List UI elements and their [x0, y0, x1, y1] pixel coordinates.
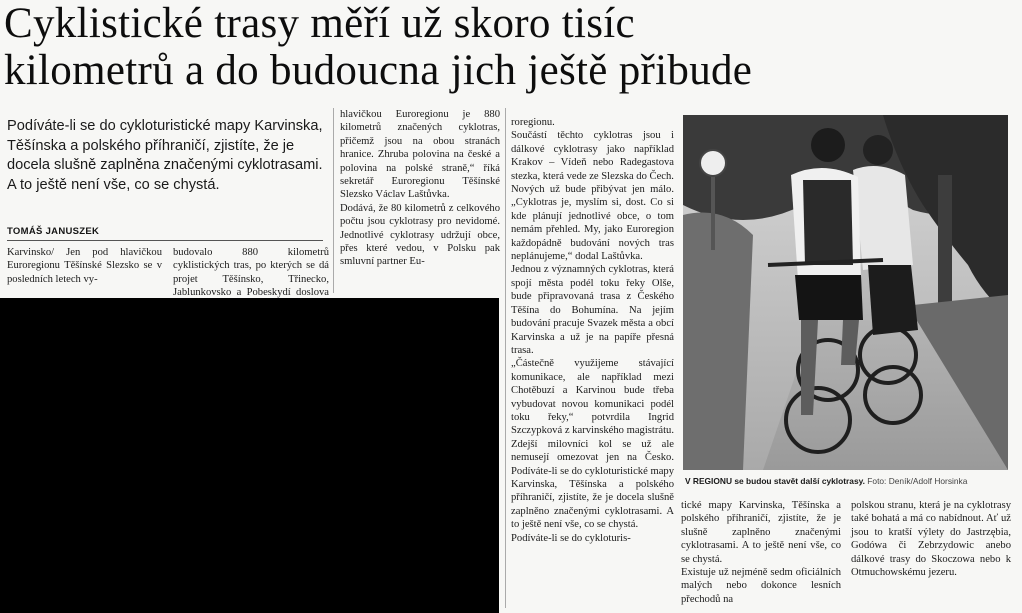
headline-line-1: Cyklistické trasy měří už skoro tisíc: [4, 0, 635, 47]
photo-credit: Foto: Deník/Adolf Horsinka: [867, 476, 968, 486]
cyclists-photo: [683, 115, 1008, 470]
headline-line-2: kilometrů a do budoucna jich ještě přibude: [4, 47, 753, 94]
byline: TOMÁŠ JANUSZEK: [7, 226, 323, 241]
column-divider: [505, 108, 506, 608]
headline: [4, 0, 1020, 94]
article-column-3: hlavičkou Euroregionu je 880 kilometrů značených cyklotras, přičemž jsou na obou stranách hranice. Zhruba polovina na české a polovina na polské straně,“ říká sekretář Euroregionu Těšínské Slezsko Václav Laštůvka. Dodává, že 80 kilometrů z celkového počtu jsou cyklotrasy pro nevidomé. Jednotlivé cyklotrasy udržují obce, přes které vedou, v Polsku pak smluvní partner Eu-: [340, 109, 500, 268]
photo-illustration: [683, 115, 1008, 470]
article-column-4: roregionu. Součástí těchto cyklotras jsou i dálkové cyklotrasy jako například Krakov – Vídeň nebo Radegastova stezka, která vede ze Slezska do Čech. Nových už bude přibývat jen málo. „Cyklotras je, myslím si, dost. Co si kde plánují jednotlivé obce, o tom nemám přehled. My, jako Euroregion každopádně budování nových tras neplánujeme,“ dodal Laštůvka. Jednou z významných cyklotras, která spojí města podél toku řeky Olše, bude připravovaná trasa z Českého Těšína do Bohumína. Na jejím budování pracuje Svazek města a obcí Karvinska a už je na papíře přesná trasa. „Částečně využijeme stávající komunikace, ale například mezi Chotěbuzí a Karvinou bude třeba vybudovat novou komunikaci podél toku řeky,“ potvrdila Ingrid Szczypková z karvinského magistrátu. Zdejší milovníci kol se už ale nemusejí omezovat jen na Česko. Podíváte-li se do cykloturistické mapy Karvinska, Těšínska a polského příhraničí, zjistíte, že je docela slušně zaplněno značenými cyklotrasami. A to ještě není vše, co se chystá. Podíváte-li se do cykloturis-: [511, 117, 674, 544]
lead-paragraph: Podíváte-li se do cykloturistické mapy Karvinska, Těšínska a polského příhraničí, zjistíte, že je docela slušně zaplněna značenými cyklotrasami. A to ještě není vše, co se chystá.: [7, 118, 323, 193]
article-column-6: polskou stranu, která je na cyklotrasy také bohatá a má co nabídnout. Ať už jsou to kratší výlety do Jastrzębia, Godówa či Zebrzydowic anebo dálkové trasy do Skoczowa nebo k Otmuchowskému jezeru.: [851, 500, 1011, 579]
column-divider: [333, 108, 334, 293]
blacked-out-area: [0, 298, 499, 613]
article-column-5: tické mapy Karvinska, Těšínska a polského příhraničí, zjistíte, že je slušně zaplněno značenými cyklotrasami. A to ještě není vše, co se chystá. Existuje už nejméně sedm oficiálních malých nebo dokonce lesních přechodů na: [681, 500, 841, 605]
caption-text: V REGIONU se budou stavět další cyklotrasy.: [685, 476, 865, 486]
article-column-1: Karvinsko/ Jen pod hlavičkou Euroregionu Těšínské Slezsko se v posledních letech vy-: [7, 247, 162, 285]
photo-caption: [685, 475, 1015, 487]
article-column-2: budovalo 880 kilometrů cyklistických tras, po kterých se dá projet Těšínsko, Třinecko, Jablunkovsko a Pobeskydí doslova: [173, 247, 329, 299]
